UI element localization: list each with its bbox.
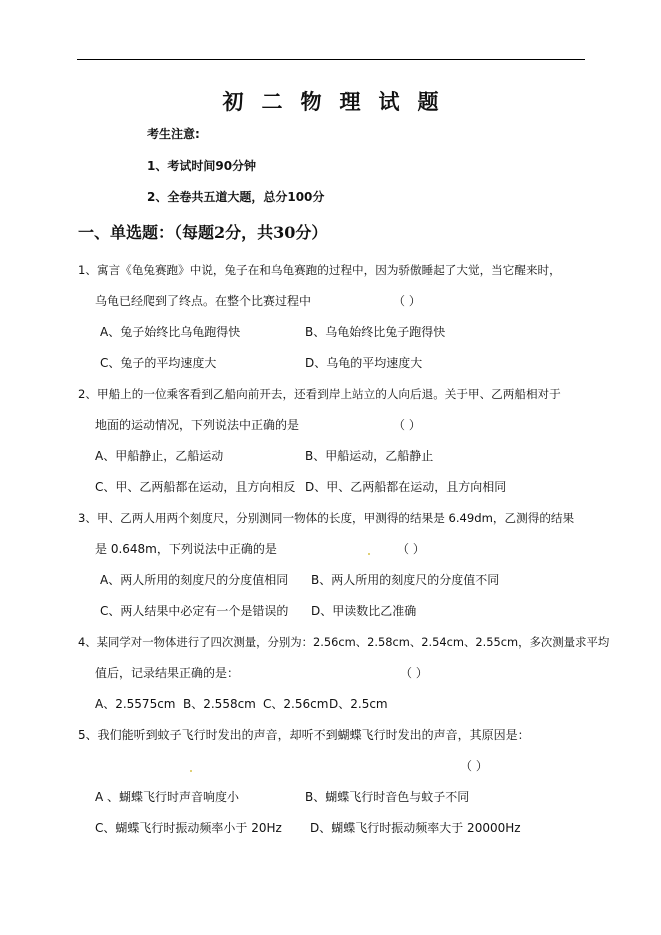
question-5-option-a: A 、蝴蝶飞行时声音响度小 — [95, 790, 240, 804]
question-1-option-d: D、乌龟的平均速度大 — [305, 356, 423, 370]
question-3-option-c: C、两人结果中必定有一个是错误的 — [100, 604, 289, 618]
section-heading: 一、单选题：（每题2分，共30分） — [78, 223, 328, 242]
question-1-option-b: B、乌龟始终比兔子跑得快 — [305, 325, 446, 339]
question-4-line-2: 值后，记录结果正确的是： — [95, 666, 240, 680]
question-4-option-c: C、2.56cm — [263, 697, 329, 711]
question-2-option-d: D、甲、乙两船都在运动，且方向相同 — [305, 480, 507, 494]
notice-item-2: 2、全卷共五道大题，总分100分 — [147, 190, 325, 204]
question-2-line-2: 地面的运动情况，下列说法中正确的是 — [95, 418, 300, 432]
question-5-option-c: C、蝴蝶飞行时振动频率小于 20Hz — [95, 821, 282, 835]
question-3-option-a: A、两人所用的刻度尺的分度值相同 — [100, 573, 289, 587]
stray-mark — [368, 553, 370, 555]
question-3-line-1: 3、甲、乙两人用两个刻度尺，分别测同一物体的长度，甲测得的结果是 6.49dm，乙测得的结果 — [78, 511, 575, 525]
question-3-option-d: D、甲读数比乙准确 — [311, 604, 417, 618]
question-1-line-2: 乌龟已经爬到了终点。在整个比赛过程中 — [95, 294, 312, 308]
question-2-answer-blank: （ ） — [393, 418, 421, 432]
question-5-option-b: B、蝴蝶飞行时音色与蚊子不同 — [305, 790, 470, 804]
question-3-answer-blank: （ ） — [397, 542, 425, 556]
stray-mark — [190, 770, 192, 772]
notice-heading: 考生注意: — [147, 127, 200, 141]
question-5-option-d: D、蝴蝶飞行时振动频率大于 20000Hz — [310, 821, 521, 835]
notice-item-1: 1、考试时间90分钟 — [147, 159, 257, 173]
header-rule — [77, 59, 585, 60]
question-5-answer-blank: （ ） — [460, 759, 488, 773]
question-3-option-b: B、两人所用的刻度尺的分度值不同 — [311, 573, 500, 587]
question-1-option-c: C、兔子的平均速度大 — [100, 356, 217, 370]
question-2-option-c: C、甲、乙两船都在运动，且方向相反 — [95, 480, 296, 494]
question-2-option-b: B、甲船运动，乙船静止 — [305, 449, 434, 463]
question-5-line-1: 5、我们能听到蚊子飞行时发出的声音，却听不到蝴蝶飞行时发出的声音，其原因是： — [78, 728, 530, 742]
question-4-line-1: 4、某同学对一物体进行了四次测量，分别为：2.56cm、2.58cm、2.54cm、2.55cm，多次测量求平均 — [78, 635, 610, 649]
question-4-option-d: D、2.5cm — [329, 697, 388, 711]
question-4-answer-blank: （ ） — [400, 666, 428, 680]
page-title: 初二物理试题 — [222, 89, 457, 114]
question-1-option-a: A、兔子始终比乌龟跑得快 — [100, 325, 241, 339]
question-3-line-2: 是 0.648m，下列说法中正确的是 — [95, 542, 277, 556]
question-2-line-1: 2、甲船上的一位乘客看到乙船向前开去，还看到岸上站立的人向后退。关于甲、乙两船相对于 — [78, 387, 561, 401]
question-1-answer-blank: （ ） — [393, 294, 421, 308]
question-4-option-a: A、2.5575cm — [95, 697, 176, 711]
question-2-option-a: A、甲船静止，乙船运动 — [95, 449, 224, 463]
question-1-line-1: 1、寓言《龟兔赛跑》中说，兔子在和乌龟赛跑的过程中，因为骄傲睡起了大觉，当它醒来时， — [78, 263, 561, 277]
question-4-option-b: B、2.558cm — [183, 697, 256, 711]
